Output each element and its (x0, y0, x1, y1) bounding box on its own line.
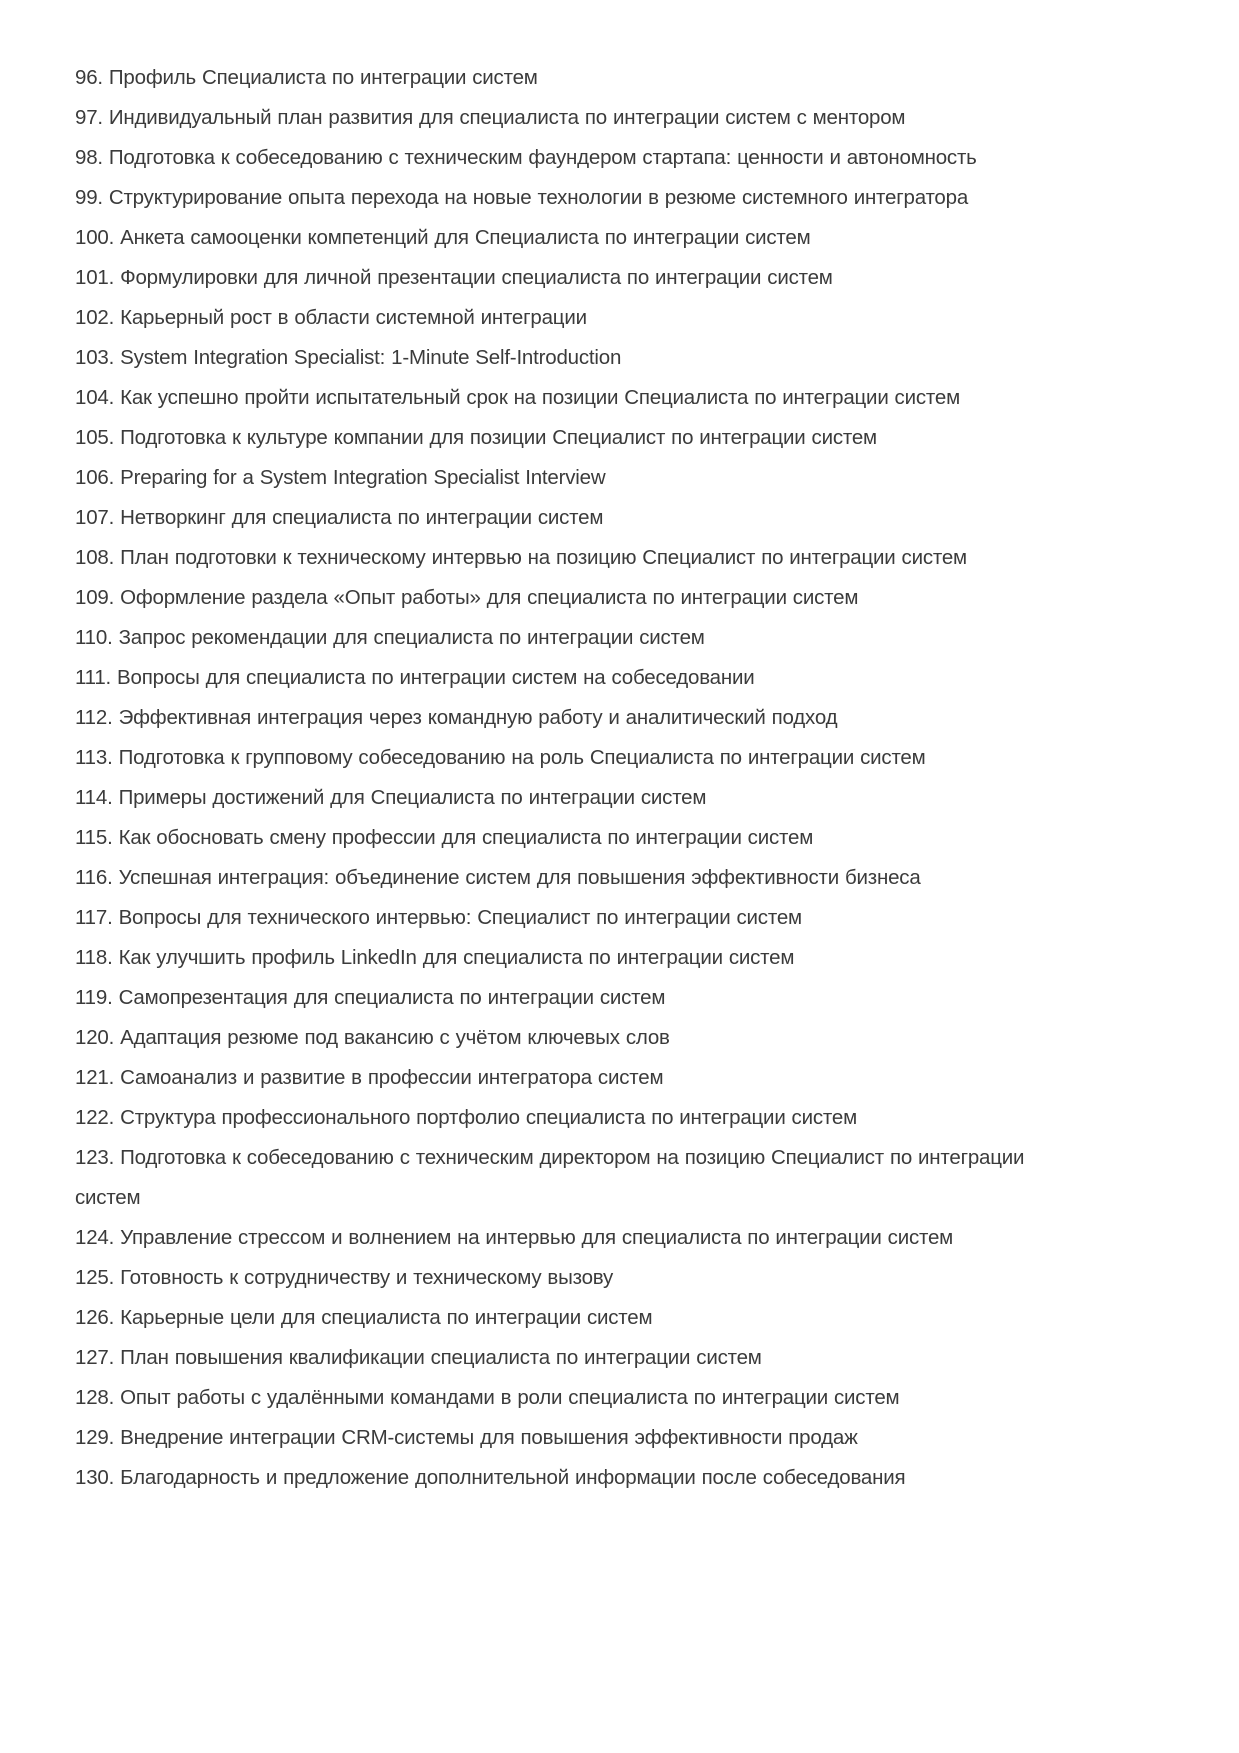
list-item: 102. Карьерный рост в области системной интеграции (75, 306, 587, 329)
list-item: 128. Опыт работы с удалёнными командами в роли специалиста по интеграции систем (75, 1386, 900, 1409)
list-item: 104. Как успешно пройти испытательный срок на позиции Специалиста по интеграции систем (75, 386, 960, 409)
list-item: 110. Запрос рекомендации для специалиста по интеграции систем (75, 626, 705, 649)
list-item: 99. Структурирование опыта перехода на новые технологии в резюме системного интегратора (75, 186, 969, 209)
list-item: 101. Формулировки для личной презентации специалиста по интеграции систем (75, 266, 833, 289)
list-item: 106. Preparing for a System Integration Specialist Interview (75, 466, 606, 489)
list-item: 97. Индивидуальный план развития для специалиста по интеграции систем с ментором (75, 106, 906, 129)
list-item: 126. Карьерные цели для специалиста по интеграции систем (75, 1306, 653, 1329)
list-item: 103. System Integration Specialist: 1-Minute Self-Introduction (75, 346, 622, 369)
list-item: 113. Подготовка к групповому собеседованию на роль Специалиста по интеграции систем (75, 746, 926, 769)
numbered-list (75, 58, 1043, 1498)
list-item: 96. Профиль Специалиста по интеграции систем (75, 66, 538, 89)
list-item: 124. Управление стрессом и волнением на интервью для специалиста по интеграции систем (75, 1226, 954, 1249)
list-item: 107. Нетворкинг для специалиста по интеграции систем (75, 506, 604, 529)
list-item: 109. Оформление раздела «Опыт работы» для специалиста по интеграции систем (75, 586, 859, 609)
list-item: 100. Анкета самооценки компетенций для Специалиста по интеграции систем (75, 226, 811, 249)
list-item: 112. Эффективная интеграция через командную работу и аналитический подход (75, 706, 838, 729)
list-item: 98. Подготовка к собеседованию с техническим фаундером стартапа: ценности и автономность (75, 146, 977, 169)
list-item: 130. Благодарность и предложение дополнительной информации после собеседования (75, 1466, 906, 1489)
list-item: 121. Самоанализ и развитие в профессии интегратора систем (75, 1066, 664, 1089)
list-item: 129. Внедрение интеграции CRM-системы для повышения эффективности продаж (75, 1426, 858, 1449)
list-item: 120. Адаптация резюме под вакансию с учётом ключевых слов (75, 1026, 670, 1049)
list-item: 123. Подготовка к собеседованию с техническим директором на позицию Специалист по интеграции систем (75, 1146, 1025, 1209)
list-item: 122. Структура профессионального портфолио специалиста по интеграции систем (75, 1106, 857, 1129)
list-item: 118. Как улучшить профиль LinkedIn для специалиста по интеграции систем (75, 946, 795, 969)
list-item: 117. Вопросы для технического интервью: Специалист по интеграции систем (75, 906, 802, 929)
list-item: 105. Подготовка к культуре компании для позиции Специалист по интеграции систем (75, 426, 877, 449)
list-item: 108. План подготовки к техническому интервью на позицию Специалист по интеграции систем (75, 546, 967, 569)
list-item: 125. Готовность к сотрудничеству и техническому вызову (75, 1266, 614, 1289)
list-item: 127. План повышения квалификации специалиста по интеграции систем (75, 1346, 762, 1369)
list-item: 114. Примеры достижений для Специалиста по интеграции систем (75, 786, 707, 809)
list-item: 111. Вопросы для специалиста по интеграции систем на собеседовании (75, 666, 755, 689)
list-item: 116. Успешная интеграция: объединение систем для повышения эффективности бизнеса (75, 866, 921, 889)
list-item: 115. Как обосновать смену профессии для специалиста по интеграции систем (75, 826, 814, 849)
list-item: 119. Самопрезентация для специалиста по интеграции систем (75, 986, 666, 1009)
